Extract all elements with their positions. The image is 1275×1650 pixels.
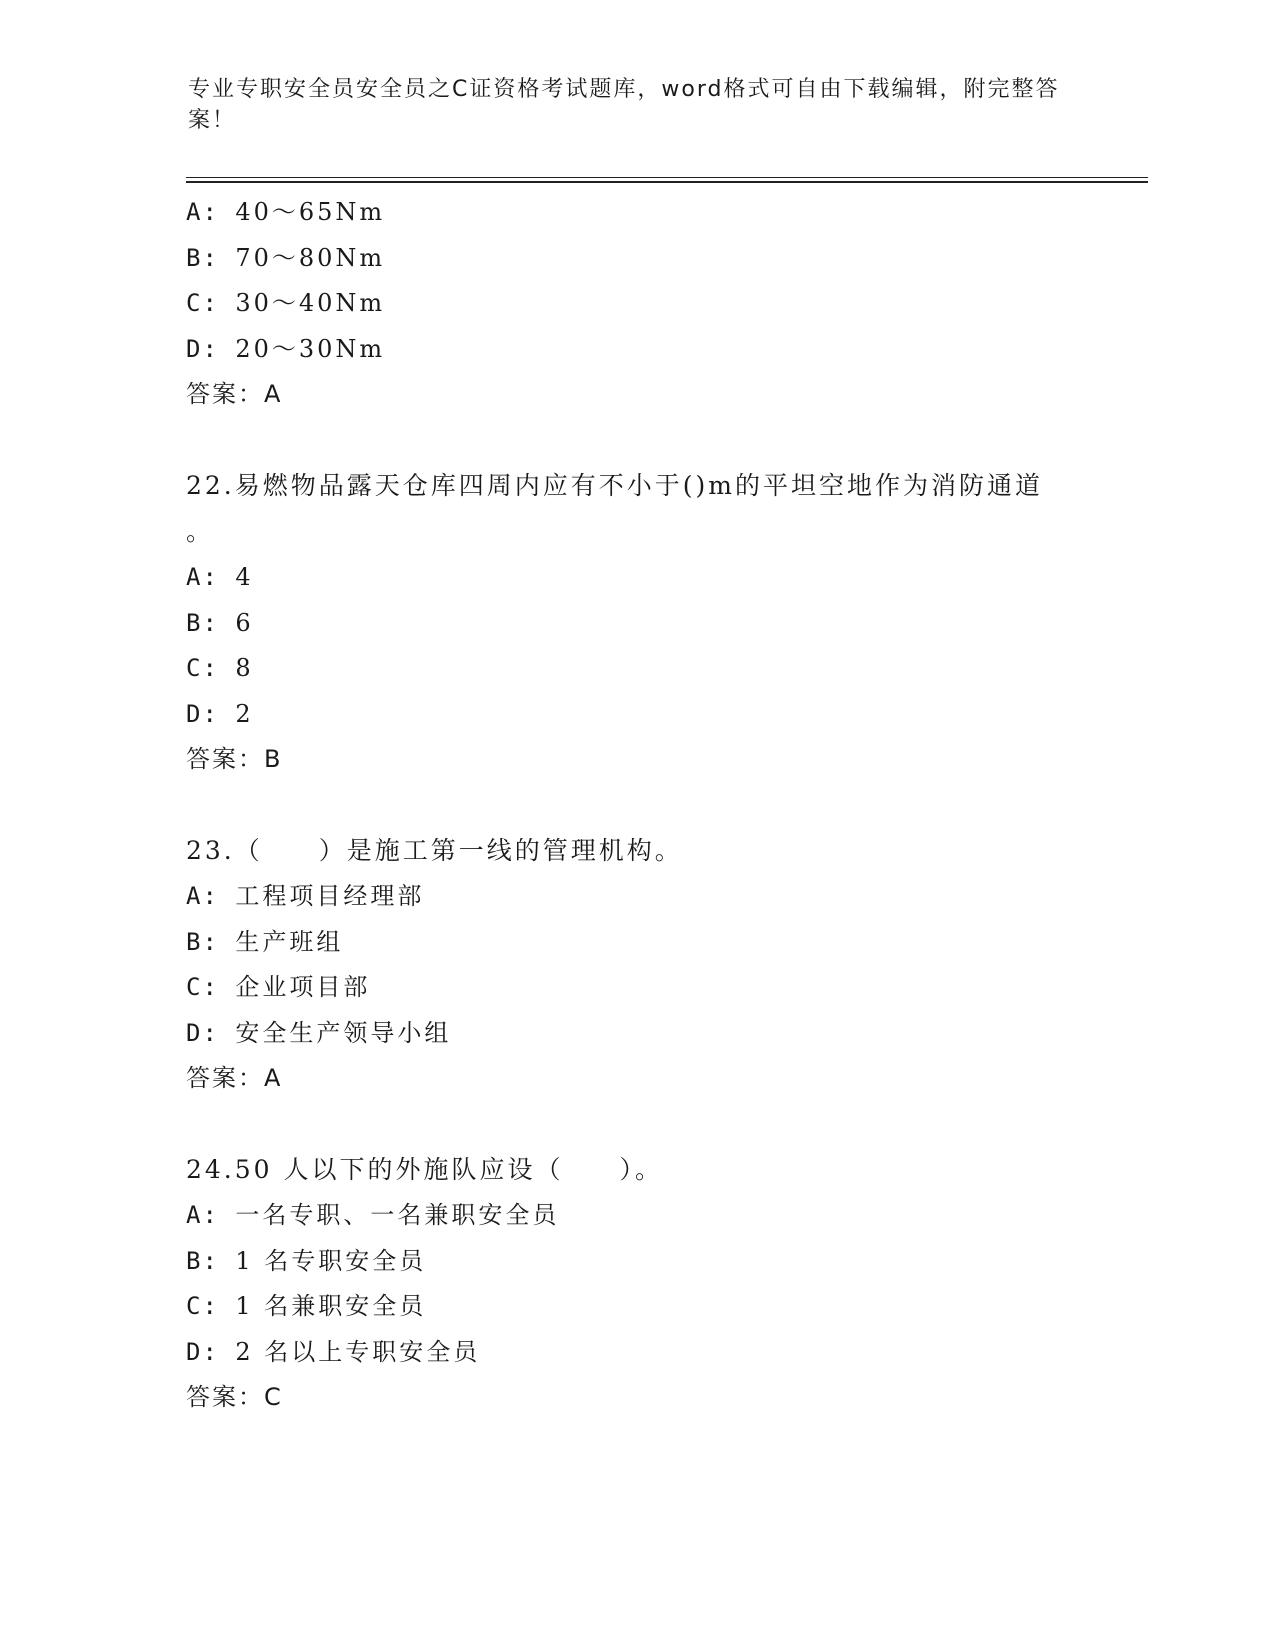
question-text: 22.易燃物品露天仓库四周内应有不小于()m的平坦空地作为消防通道 (186, 471, 1043, 500)
option-d: D: 安全生产领导小组 (186, 1018, 452, 1047)
answer-line: 答案：B (186, 745, 283, 773)
header-divider-thin (186, 177, 1148, 178)
option-c: C: 8 (186, 654, 254, 682)
option-c: C: 30～40Nm (186, 289, 386, 317)
header-divider-thick (186, 181, 1148, 183)
option-b: B: 70～80Nm (186, 243, 386, 272)
question-block-21 (186, 190, 1086, 417)
question-block-23 (186, 828, 1086, 1101)
question-text-continued: 。 (186, 517, 215, 546)
option-c: C: 1 名兼职安全员 (186, 1292, 427, 1320)
answer-line: 答案：A (186, 1064, 283, 1092)
option-d: D: 2 名以上专职安全员 (186, 1337, 481, 1366)
answer-line: 答案：A (186, 380, 283, 408)
option-c: C: 企业项目部 (186, 973, 371, 1001)
option-b: B: 6 (186, 608, 254, 637)
question-text: 24.50 人以下的外施队应设（ ）。 (186, 1155, 664, 1184)
option-b: B: 生产班组 (186, 927, 344, 956)
option-a: A: 工程项目经理部 (186, 882, 425, 910)
answer-line: 答案：C (186, 1383, 283, 1411)
option-b: B: 1 名专职安全员 (186, 1246, 427, 1275)
header-title: 专业专职安全员安全员之C证资格考试题库，word格式可自由下载编辑，附完整答案！ (188, 77, 1060, 133)
question-block-24 (186, 1147, 1086, 1420)
option-d: D: 2 (186, 699, 254, 728)
question-text: 23.（ ）是施工第一线的管理机构。 (186, 836, 683, 865)
option-d: D: 20～30Nm (186, 334, 386, 363)
option-a: A: 40～65Nm (186, 198, 386, 226)
option-a: A: 4 (186, 563, 254, 591)
option-a: A: 一名专职、一名兼职安全员 (186, 1201, 560, 1229)
document-header (188, 74, 1068, 136)
question-list (186, 190, 1086, 1420)
question-block-22 (186, 463, 1086, 782)
